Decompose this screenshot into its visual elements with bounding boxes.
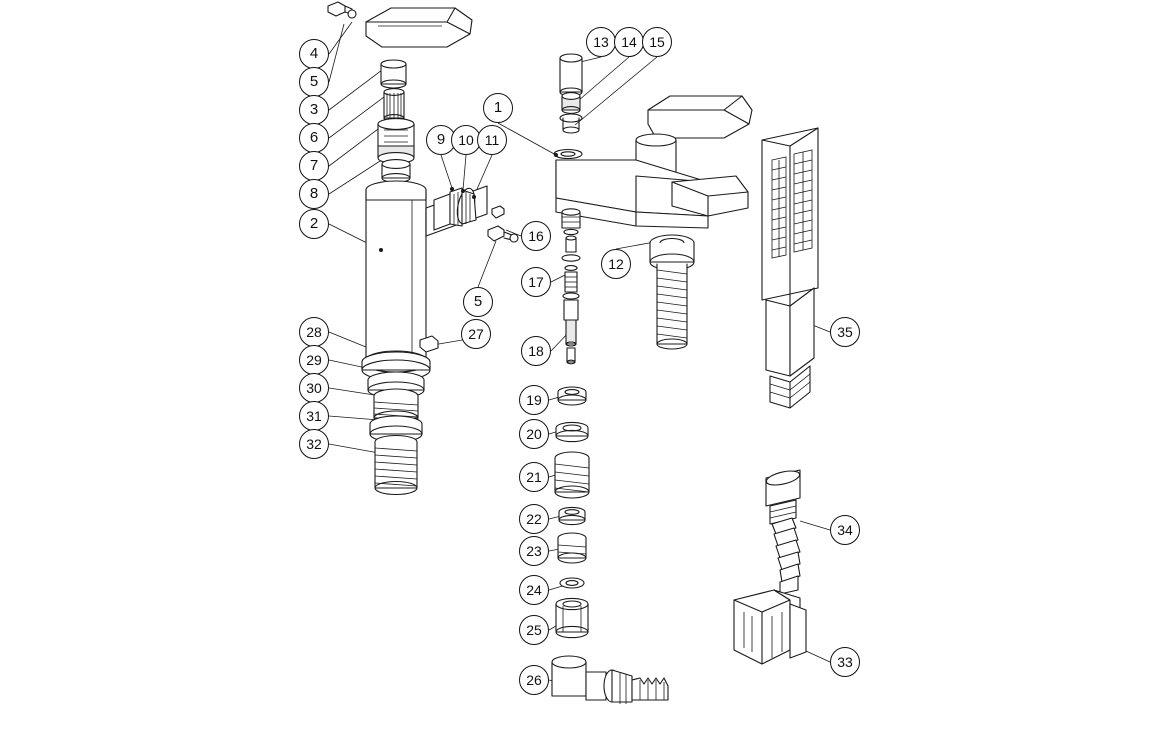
part-valve-stack xyxy=(562,209,580,364)
callout-3[interactable]: 3 xyxy=(299,95,329,125)
part-shower-hose xyxy=(765,468,801,594)
callout-25[interactable]: 25 xyxy=(519,615,549,645)
callout-17[interactable]: 17 xyxy=(521,267,551,297)
part-fixing-shank xyxy=(650,235,694,349)
part-diverter-stack xyxy=(560,54,582,133)
callout-34[interactable]: 34 xyxy=(830,515,860,545)
callout-12[interactable]: 12 xyxy=(601,249,631,279)
part-wall-bracket xyxy=(734,590,806,664)
callout-31[interactable]: 31 xyxy=(299,401,329,431)
callout-9[interactable]: 9 xyxy=(426,125,456,155)
callout-6[interactable]: 6 xyxy=(299,123,329,153)
callout-7[interactable]: 7 xyxy=(299,151,329,181)
callout-8[interactable]: 8 xyxy=(299,179,329,209)
callout-1[interactable]: 1 xyxy=(483,93,513,123)
part-fitting-stack xyxy=(552,387,668,704)
callout-35[interactable]: 35 xyxy=(830,317,860,347)
callout-13[interactable]: 13 xyxy=(586,27,616,57)
part-mixer-body xyxy=(554,96,752,228)
callout-2[interactable]: 2 xyxy=(299,209,329,239)
part-small-screws xyxy=(488,206,518,242)
callout-16[interactable]: 16 xyxy=(521,221,551,251)
callout-26[interactable]: 26 xyxy=(519,665,549,695)
callout-23[interactable]: 23 xyxy=(519,536,549,566)
callout-29[interactable]: 29 xyxy=(299,345,329,375)
callout-10[interactable]: 10 xyxy=(451,125,481,155)
callout-24[interactable]: 24 xyxy=(519,575,549,605)
callout-33[interactable]: 33 xyxy=(830,647,860,677)
callout-11[interactable]: 11 xyxy=(477,125,507,155)
callout-15[interactable]: 15 xyxy=(642,27,672,57)
callout-32[interactable]: 32 xyxy=(299,429,329,459)
callout-5b[interactable]: 5 xyxy=(463,287,493,317)
part-cartridge-9-10-11 xyxy=(434,187,478,230)
part-handle-assembly xyxy=(328,2,472,182)
callout-20[interactable]: 20 xyxy=(519,419,549,449)
callout-22[interactable]: 22 xyxy=(519,504,549,534)
callout-19[interactable]: 19 xyxy=(519,385,549,415)
part-shower-handset xyxy=(762,128,818,408)
callout-21[interactable]: 21 xyxy=(519,462,549,492)
callout-4[interactable]: 4 xyxy=(299,39,329,69)
callout-30[interactable]: 30 xyxy=(299,373,329,403)
callout-27[interactable]: 27 xyxy=(461,319,491,349)
callout-18[interactable]: 18 xyxy=(521,336,551,366)
callout-14[interactable]: 14 xyxy=(614,27,644,57)
callout-28[interactable]: 28 xyxy=(299,317,329,347)
part-lower-shank-assembly xyxy=(362,336,438,495)
callout-5[interactable]: 5 xyxy=(299,67,329,97)
